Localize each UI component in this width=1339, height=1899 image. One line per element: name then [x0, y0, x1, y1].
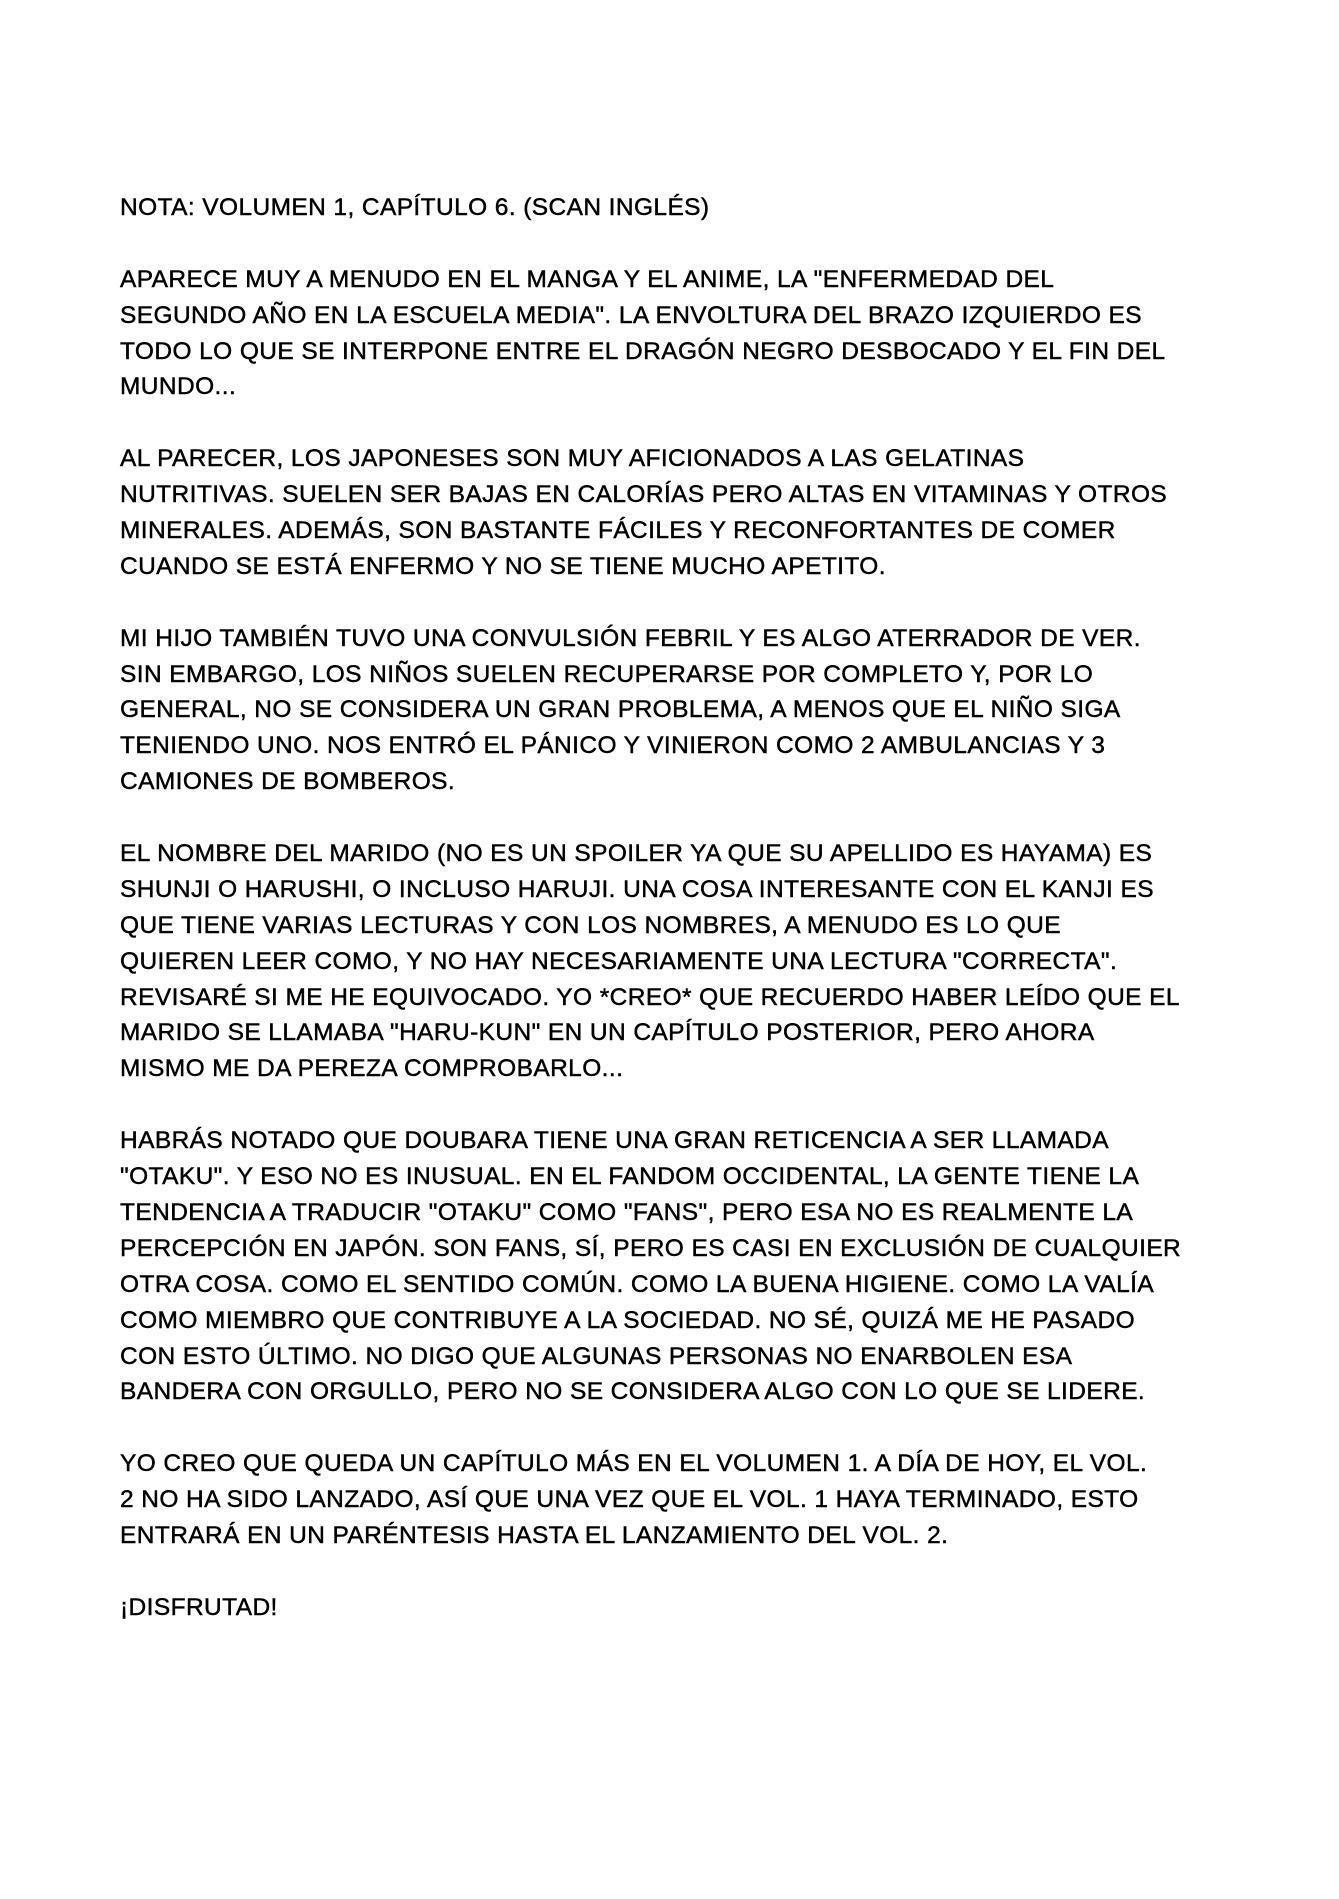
text-line: MUNDO... [120, 373, 237, 401]
text-line: EL NOMBRE DEL MARIDO (NO ES UN SPOILER YA QUE SU APELLIDO ES HAYAMA) ES [120, 840, 1153, 868]
text-line: CUANDO SE ESTÁ ENFERMO Y NO SE TIENE MUCHO APETITO. [120, 552, 886, 580]
translator-note [120, 190, 1240, 1626]
text-line: SEGUNDO AÑO EN LA ESCUELA MEDIA". LA ENVOLTURA DEL BRAZO IZQUIERDO ES [120, 301, 1143, 329]
text-line: ¡DISFRUTAD! [120, 1593, 278, 1621]
text-line: 2 NO HA SIDO LANZADO, ASÍ QUE UNA VEZ QUE EL VOL. 1 HAYA TERMINADO, ESTO [120, 1486, 1139, 1514]
text-line: QUE TIENE VARIAS LECTURAS Y CON LOS NOMBRES, A MENUDO ES LO QUE [120, 911, 1062, 939]
text-line: GENERAL, NO SE CONSIDERA UN GRAN PROBLEMA, A MENOS QUE EL NIÑO SIGA [120, 696, 1121, 724]
text-line: CON ESTO ÚLTIMO. NO DIGO QUE ALGUNAS PERSONAS NO ENARBOLEN ESA [120, 1342, 1073, 1370]
text-line: OTRA COSA. COMO EL SENTIDO COMÚN. COMO LA BUENA HIGIENE. COMO LA VALÍA [120, 1270, 1155, 1298]
text-line: REVISARÉ SI ME HE EQUIVOCADO. YO *CREO* QUE RECUERDO HABER LEÍDO QUE EL [120, 983, 1180, 1011]
text-line: TODO LO QUE SE INTERPONE ENTRE EL DRAGÓN NEGRO DESBOCADO Y EL FIN DEL [120, 337, 1166, 365]
text-line: APARECE MUY A MENUDO EN EL MANGA Y EL ANIME, LA "ENFERMEDAD DEL [120, 265, 1055, 293]
text-line: MISMO ME DA PEREZA COMPROBARLO... [120, 1055, 624, 1083]
paragraph-febrile-seizure [120, 621, 1240, 800]
text-line: TENDENCIA A TRADUCIR "OTAKU" COMO "FANS", PERO ESA NO ES REALMENTE LA [120, 1198, 1134, 1226]
text-line: NUTRITIVAS. SUELEN SER BAJAS EN CALORÍAS PERO ALTAS EN VITAMINAS Y OTROS [120, 481, 1168, 509]
text-line: QUIEREN LEER COMO, Y NO HAY NECESARIAMENTE UNA LECTURA "CORRECTA". [120, 947, 1118, 975]
text-line: "OTAKU". Y ESO NO ES INUSUAL. EN EL FANDOM OCCIDENTAL, LA GENTE TIENE LA [120, 1163, 1140, 1191]
text-line: MI HIJO TAMBIÉN TUVO UNA CONVULSIÓN FEBRIL Y ES ALGO ATERRADOR DE VER. [120, 624, 1141, 652]
text-line: COMO MIEMBRO QUE CONTRIBUYE A LA SOCIEDAD. NO SÉ, QUIZÁ ME HE PASADO [120, 1306, 1136, 1334]
paragraph-chuunibyou [120, 262, 1240, 406]
text-line: SIN EMBARGO, LOS NIÑOS SUELEN RECUPERARSE POR COMPLETO Y, POR LO [120, 660, 1094, 688]
text-line: MINERALES. ADEMÁS, SON BASTANTE FÁCILES Y RECONFORTANTES DE COMER [120, 517, 1116, 545]
text-line: BANDERA CON ORGULLO, PERO NO SE CONSIDERA ALGO CON LO QUE SE LIDERE. [120, 1378, 1146, 1406]
text-line: CAMIONES DE BOMBEROS. [120, 768, 456, 796]
paragraph-volume-status [120, 1446, 1240, 1554]
text-line: NOTA: VOLUMEN 1, CAPÍTULO 6. (SCAN INGLÉS) [120, 194, 710, 221]
text-line: ENTRARÁ EN UN PARÉNTESIS HASTA EL LANZAMIENTO DEL VOL. 2. [120, 1521, 949, 1549]
paragraph-husband-name [120, 836, 1240, 1087]
text-line: PERCEPCIÓN EN JAPÓN. SON FANS, SÍ, PERO ES CASI EN EXCLUSIÓN DE CUALQUIER [120, 1234, 1182, 1262]
closing-line [120, 1590, 1240, 1626]
text-line: AL PARECER, LOS JAPONESES SON MUY AFICIONADOS A LAS GELATINAS [120, 445, 1025, 473]
text-line: HABRÁS NOTADO QUE DOUBARA TIENE UNA GRAN RETICENCIA A SER LLAMADA [120, 1127, 1109, 1155]
text-line: SHUNJI O HARUSHI, O INCLUSO HARUJI. UNA COSA INTERESANTE CON EL KANJI ES [120, 875, 1154, 903]
paragraph-jelly [120, 441, 1240, 585]
text-line: MARIDO SE LLAMABA "HARU-KUN" EN UN CAPÍTULO POSTERIOR, PERO AHORA [120, 1019, 1095, 1047]
text-line: YO CREO QUE QUEDA UN CAPÍTULO MÁS EN EL VOLUMEN 1. A DÍA DE HOY, EL VOL. [120, 1450, 1148, 1478]
note-heading [120, 190, 1240, 226]
paragraph-otaku [120, 1123, 1240, 1410]
text-line: TENIENDO UNO. NOS ENTRÓ EL PÁNICO Y VINIERON COMO 2 AMBULANCIAS Y 3 [120, 732, 1106, 760]
